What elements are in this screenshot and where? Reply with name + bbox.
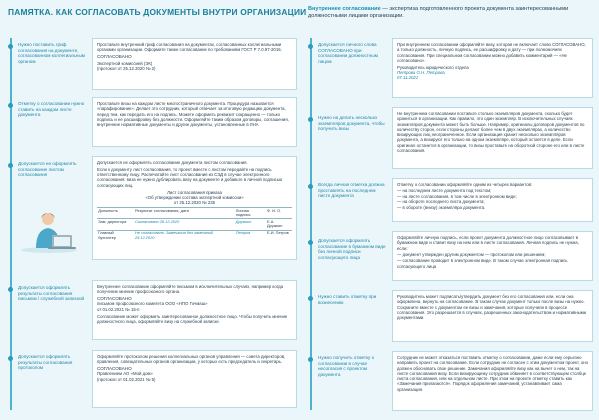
timeline-dot — [8, 287, 13, 292]
text: Сотрудник не может отказаться поставить отметку о согласовании, даже если ему серьезно направить проект на согласование. Если сотрудник не согласен с этим документом проект, оно должен обосновать свое решение. Замечания оформляйте визу как на вычет о нем, так на листе согласования визу. Если визирующему сотрудник обвиняет в соответствующем столбце листа согласования, или на отдельном листе. При этом на проекте отметку ставить как «Замечания прилагаются». Порядок оформления замечаний, устанавливает сама организация. — [397, 355, 588, 392]
cell: Е.А. Дружкин — [266, 219, 292, 230]
stamp: СОГЛАСОВАНО — [97, 54, 132, 60]
left-label-0: Нужно поставить гриф согласования на документе, согласованном коллегиальным органом — [18, 42, 85, 64]
timeline-dot — [8, 356, 13, 361]
right-label-1: Нужно на делать несколько экземпляров документа, чтобы получить визы — [318, 115, 385, 132]
text: Руководитель может подписать/утвердить документ без его согласования или, если она оформлена, вернуть на согласование. В таком случае документ только после визы на нужно. Сохраните вместе с документом ее визы и замечания, которые получили в процессе согласования. Это разрешается в случаях, разрешенных законодательством и нормативными документами. — [397, 294, 587, 321]
right-label-5: Нужно получить отметку о согласовании в случае несогласия с проектом документа — [318, 355, 375, 377]
text: (протокол от 01.02.2021 № 5) — [97, 376, 156, 382]
text: Не внутреннем согласовании поставьте столько экземпляров документа, сколько будет храниться в организации. Как правило, это один экземпляр. В исключительных случаях экземпляров документа может быть больше. Например, оригиналы договоров документов по количеству сторон, если стороны делают более чем в двух экземплярах, а количество визирующих лиц неограниченное. Если организация хранит несколько экземпляров документа, а визируют его только на одном экземпляре, который остается в деле. Если оригинал останется в организации, то визы проставьте на оборотной стороне его или в листе согласования. — [397, 111, 585, 154]
cell: Е.И. Петров — [266, 230, 292, 241]
left-label-1: Отметку о согласовании нужно ставить на каждом листе документа — [18, 101, 85, 118]
timeline-dot — [308, 44, 313, 49]
cell: Главный бухгалтер — [97, 230, 134, 241]
cell: Дружкин — [235, 219, 266, 230]
signature-line: Петрова О.Н. Петрова — [397, 70, 445, 76]
list-item: — на листе согласования, в том числе в электронном виде; — [397, 193, 517, 199]
list-item: — в обороте (внизу) экземпляра документа. — [397, 205, 486, 211]
timeline-dot — [308, 296, 313, 301]
left-box-3 — [92, 280, 297, 340]
text: Правлением АО «Мой дом» — [97, 371, 153, 377]
left-label-4: Допускается оформлять результаты согласования протоколом — [18, 354, 73, 371]
list-item: — на последнем листе документа под текстом; — [397, 187, 492, 193]
right-label-3: Допускается оформлять согласование в бумажном виде без личной подписи согласующего лица — [318, 238, 386, 260]
stamp: СОГЛАСОВАНО — [97, 296, 132, 302]
right-column-intro — [308, 6, 593, 20]
intro-text: — экспертиза подготовленного проекта документа заинтересованными должностными лицами организации. — [308, 6, 569, 19]
table-row — [97, 219, 292, 230]
list-item: — согласование проводит в электронном виде. В таком случае электронная подпись согласующего лица — [397, 258, 568, 269]
cell: Не согласовано. Замечания без замечаний 29.12.2020 — [134, 230, 235, 241]
right-box-4 — [392, 290, 593, 342]
timeline-dot — [308, 240, 313, 245]
right-box-3 — [392, 231, 593, 281]
table-row — [97, 230, 292, 241]
timeline-dot — [8, 44, 13, 49]
left-box-2 — [92, 156, 297, 260]
text: Оформляйте личную подпись, если проект документа должностное лицо согласовывает в бумажном виде и ставит визу на нем или в листе согласования. Личная подпись не нужна, если: — [397, 235, 579, 251]
timeline-dot — [8, 163, 13, 168]
cell: Зам. директора — [97, 219, 134, 230]
text: Внутреннее согласование оформляйте письмом в исключительных случаях, например когда получение мнение профсоюзного органа. — [97, 284, 284, 295]
text: Согласование может оформить заинтересованное должностное лицо. Чтобы получить мнение должностного лица, оформляйте визу на служебной записке. — [97, 313, 288, 324]
sheet-title: Лист согласования приказа — [167, 189, 222, 195]
right-label-2: Всегда личная отметка должна проставлять на последнем листе документа — [318, 182, 385, 199]
right-label-0: Допускается личного слова СОГЛАСОВАНО при согласовании должностным лицом — [318, 42, 378, 64]
text: письмом профсоюзного комитета ООО «НПО Точмаш» — [97, 301, 208, 307]
right-label-4: Нужно ставить отметку при вознесению — [318, 294, 377, 305]
right-box-2 — [392, 178, 593, 222]
text: При внутреннем согласовании оформляйте визу, которая не включает слово СОГЛАСОВАНО, а только должность, личную подпись, ее расшифровку и дату — при полномочиях согласования. При специальном согласовании можно добавить комментарий — «Не согласовано». — [397, 42, 586, 63]
text: Отметку о согласовании оформляйте одним из четырех вариантов: — [397, 182, 533, 187]
cell: Согласовано 28.12.2020 — [134, 219, 235, 230]
list-item: — документ утвержден другим документом — протоколом или решением; — [397, 252, 546, 258]
right-box-5 — [392, 351, 593, 411]
col-head: Должность — [97, 208, 134, 219]
timeline-dot — [8, 103, 13, 108]
text: от 01.02.2021 № 15-п — [97, 306, 140, 312]
page-title: ПАМЯТКА. КАК СОГЛАСОВАТЬ ДОКУМЕНТЫ ВНУТРИ ОРГАНИЗАЦИИ — [8, 7, 307, 17]
text: (протокол от 25.12.2020 № 2) — [97, 66, 156, 72]
left-label-3: Допускается оформлять результаты согласования письмом / служебной запиской — [18, 285, 85, 302]
person-at-laptop-illustration — [18, 208, 80, 254]
text: Оформляйте протоколом решения коллегиальных органов управления — совета директоров, правления, совещательных органов организации, у которых есть председатель и секретарь. — [97, 354, 286, 365]
text: Экспертной комиссией (ЭК) — [97, 61, 153, 67]
timeline-dot — [308, 184, 313, 189]
timeline-dot — [308, 117, 313, 122]
intro-accent: Внутреннее согласование — [308, 6, 381, 12]
left-box-4 — [92, 350, 297, 408]
approval-sheet-table — [97, 207, 292, 241]
sheet-subtitle: «Об утверждении состава экспертной комиссии» — [145, 194, 244, 200]
stamp: СОГЛАСОВАНО — [97, 366, 132, 372]
sheet-date: от 25.12.2020 № 235 — [173, 200, 216, 206]
text: Если к документу лист согласования, то проект вместе с листом передайте на подпись ответственному лицу. Распечатайте лист согласования из СЭД в случае электронного согласования: виза не нужно дублировать визу на документе и добавьте в личной подписью согласующих лиц. — [97, 166, 283, 188]
right-timeline — [310, 38, 312, 410]
date-line: 07.11.2021 — [397, 75, 419, 81]
left-label-2: Допускается не оформлять согласование листом согласования — [18, 161, 77, 178]
timeline-dot — [308, 357, 313, 362]
left-box-1 — [92, 97, 297, 147]
col-head: Ф. И. О. — [266, 208, 292, 219]
list-item: — на обороте последнего листа документа; — [397, 199, 485, 205]
left-timeline — [10, 38, 12, 410]
right-box-0 — [392, 38, 593, 98]
right-box-1 — [392, 107, 593, 169]
text: Допускается не оформлять согласование документа листом согласования. — [97, 160, 248, 165]
cell: Петров — [235, 230, 266, 241]
col-head: Результат согласования, дата — [134, 208, 235, 219]
text: Проставьте визы на каждом листе многостраничного документа. Процедура называется «парафирование». Делает это сотрудник, который отвечает за итоговую редакцию документа, перед тем, как передать его на подпись. Можете оформить реквизит сокращенно — только подпись и ее расшифровку без должности. Оформляйте таким образом договоры, соглашения, внутренние нормативные документы и другие документы, установленные в ЛНА — [97, 101, 289, 128]
col-head: Личная подпись — [235, 208, 266, 219]
left-box-0 — [92, 38, 297, 90]
text: Проставьте внутренний гриф согласования на документах, согласованных коллегиальными органами организации. Оформите также согласование по требованиям ГОСТ Р 7.0.97-2016. — [97, 42, 282, 53]
text: Руководитель юридического отдела — [397, 64, 469, 70]
